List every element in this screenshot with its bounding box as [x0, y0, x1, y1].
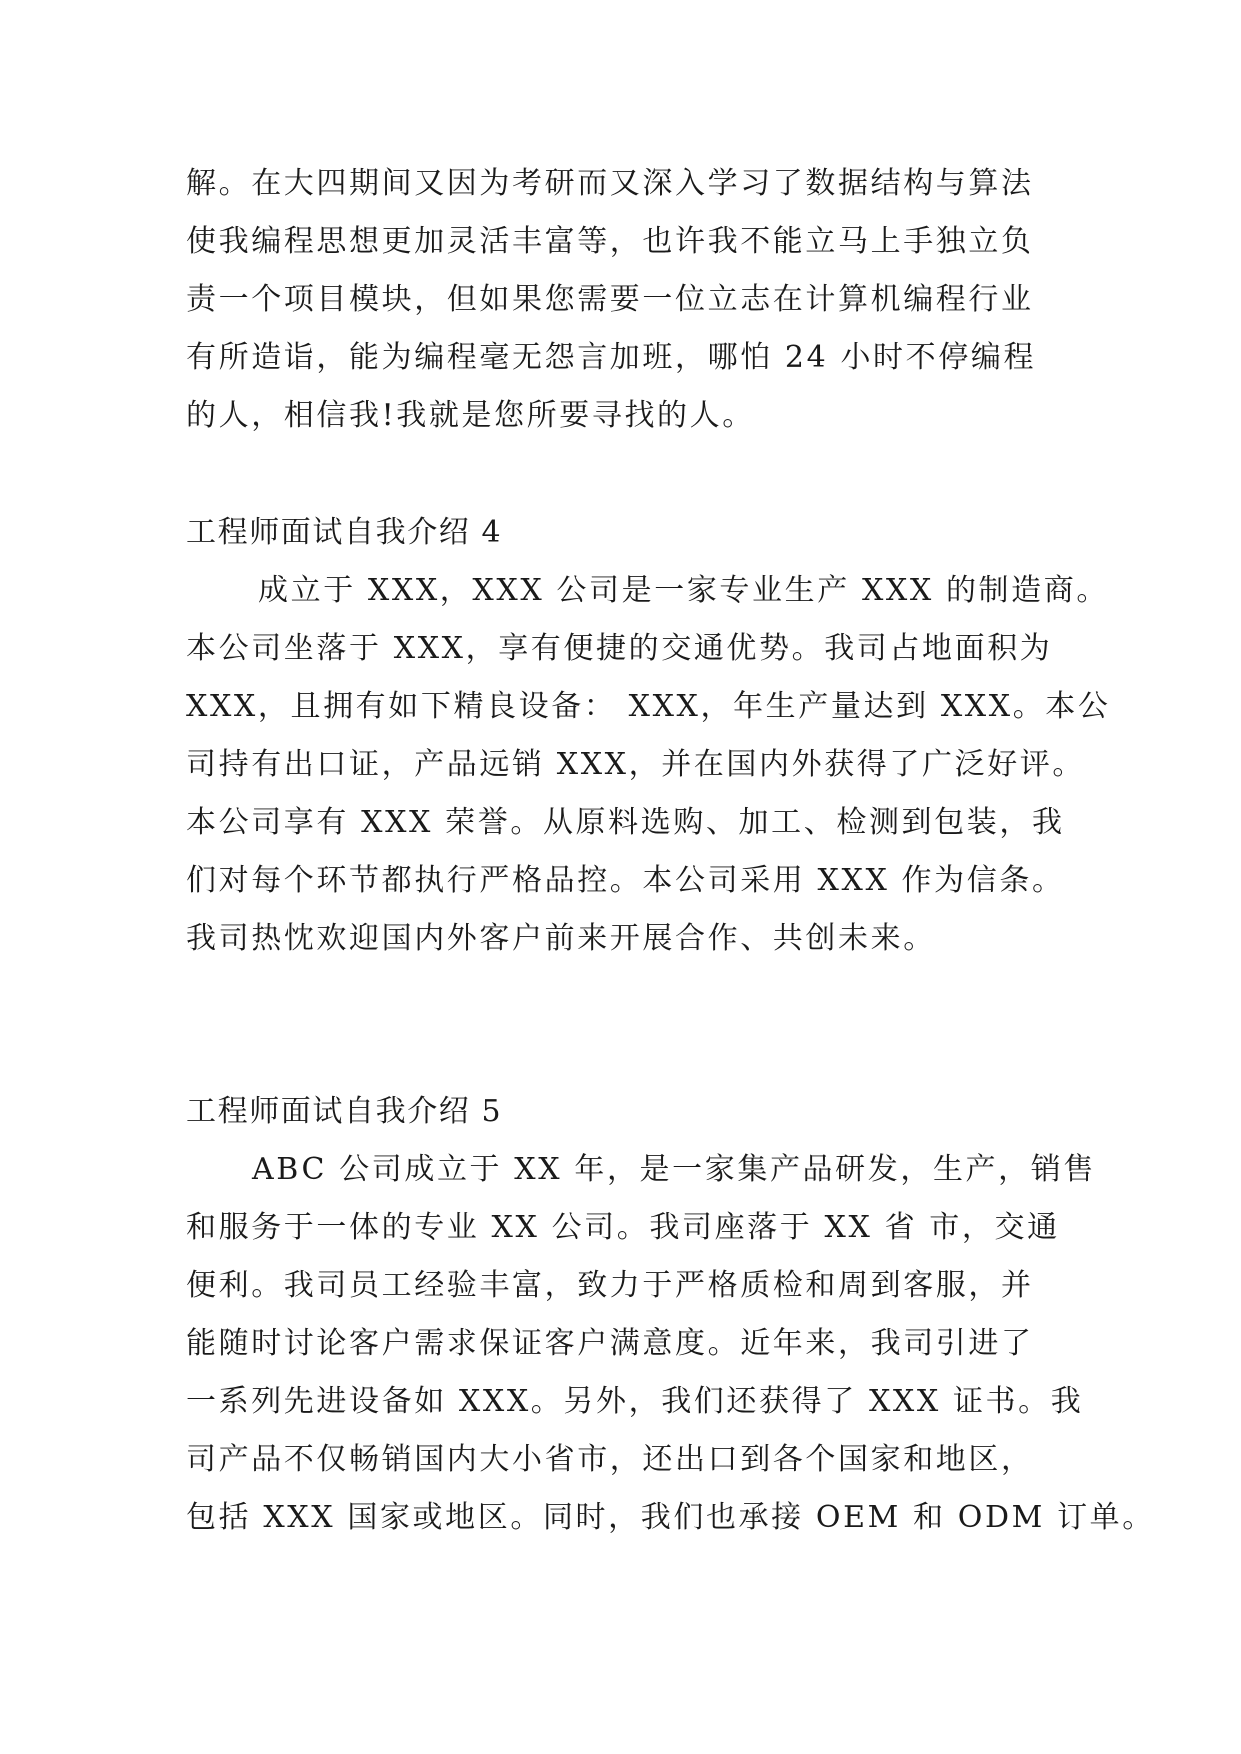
paragraph-line: 便利。我司员工经验丰富，致力于严格质检和周到客服，并 — [186, 1268, 1034, 1303]
paragraph-line: 本公司享有 XXX 荣誉。从原料选购、加工、检测到包装，我 — [186, 805, 1065, 840]
paragraph-line: 司持有出口证，产品远销 XXX，并在国内外获得了广泛好评。 — [186, 747, 1086, 782]
section-heading-5: 工程师面试自我介绍 5 — [186, 1094, 503, 1129]
paragraph-line: 责一个项目模块，但如果您需要一位立志在计算机编程行业 — [186, 282, 1034, 317]
paragraph-line: 包括 XXX 国家或地区。同时，我们也承接 OEM 和 ODM 订单。 — [186, 1500, 1155, 1535]
paragraph-line: 我司热忱欢迎国内外客户前来开展合作、共创未来。 — [186, 921, 936, 956]
paragraph-line: 成立于 XXX，XXX 公司是一家专业生产 XXX 的制造商。 — [258, 573, 1109, 608]
paragraph-line: XXX，且拥有如下精良设备： XXX，年生产量达到 XXX。本公 — [186, 689, 1111, 724]
paragraph-line: 们对每个环节都执行严格品控。本公司采用 XXX 作为信条。 — [186, 863, 1065, 898]
paragraph-line: 和服务于一体的专业 XX 公司。我司座落于 XX 省 市，交通 — [186, 1210, 1060, 1245]
paragraph-line: 使我编程思想更加灵活丰富等，也许我不能立马上手独立负 — [186, 224, 1034, 259]
paragraph-line: 本公司坐落于 XXX，享有便捷的交通优势。我司占地面积为 — [186, 631, 1053, 666]
paragraph-line: ABC 公司成立于 XX 年，是一家集产品研发，生产，销售 — [252, 1152, 1096, 1187]
paragraph-line: 解。在大四期间又因为考研而又深入学习了数据结构与算法 — [186, 166, 1034, 201]
paragraph-line: 一系列先进设备如 XXX。另外，我们还获得了 XXX 证书。我 — [186, 1384, 1084, 1419]
paragraph-line: 司产品不仅畅销国内大小省市，还出口到各个国家和地区， — [186, 1442, 1034, 1477]
section-heading-4: 工程师面试自我介绍 4 — [186, 515, 503, 550]
paragraph-line: 有所造诣，能为编程毫无怨言加班，哪怕 24 小时不停编程 — [186, 340, 1037, 375]
paragraph-line: 能随时讨论客户需求保证客户满意度。近年来，我司引进了 — [186, 1326, 1034, 1361]
paragraph-line: 的人，相信我!我就是您所要寻找的人。 — [186, 398, 755, 433]
